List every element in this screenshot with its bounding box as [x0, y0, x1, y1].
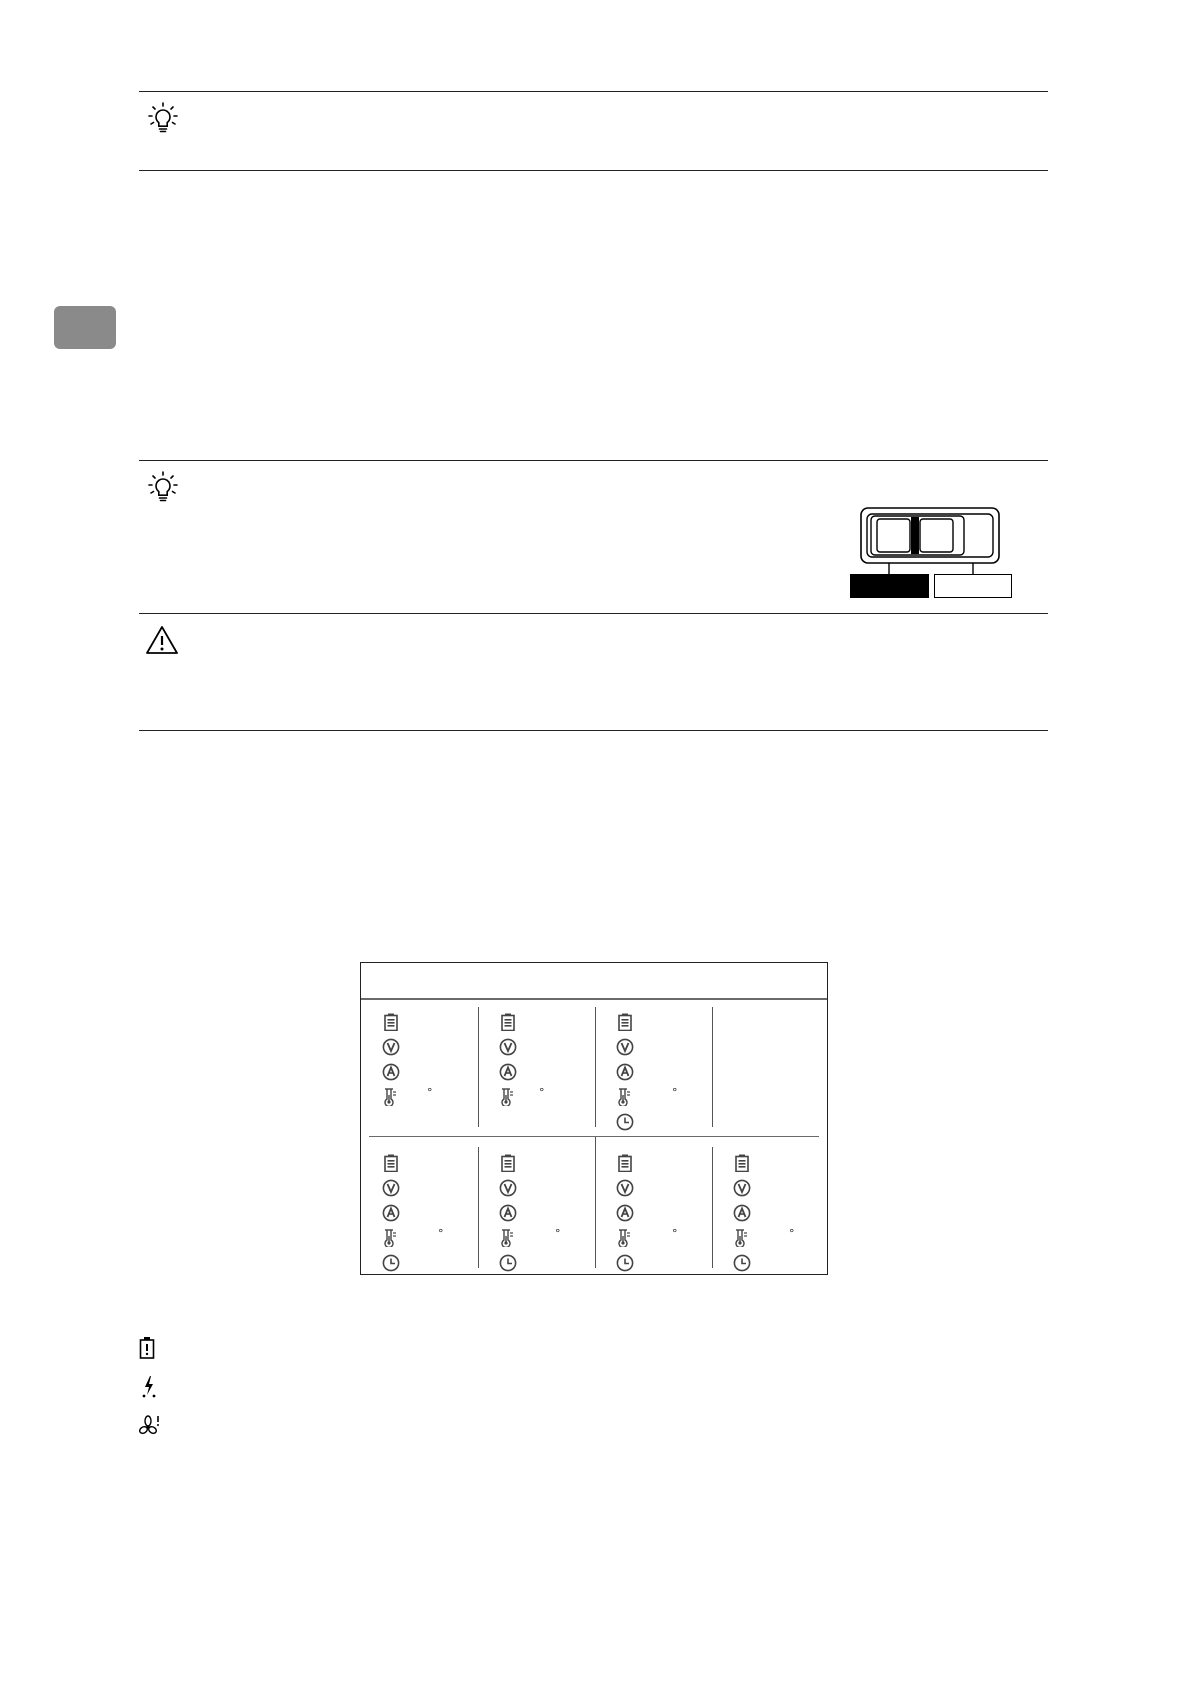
battery-level-icon [382, 1154, 400, 1172]
clock-icon [733, 1254, 751, 1272]
temperature-icon [499, 1229, 517, 1247]
battery-level-icon [616, 1013, 634, 1031]
status-line [499, 1036, 609, 1061]
lightbulb-icon [145, 101, 181, 137]
status-slot [499, 1152, 609, 1277]
status-slot [616, 1152, 726, 1277]
switch-left-label [850, 574, 929, 598]
status-line [499, 1227, 609, 1252]
warning-triangle-icon [145, 625, 179, 655]
status-line [382, 1036, 492, 1061]
status-line [616, 1111, 726, 1136]
status-slot [382, 1152, 492, 1277]
status-line [382, 1061, 492, 1086]
status-slot [499, 1011, 609, 1111]
status-slot [382, 1011, 492, 1111]
section-tab [54, 306, 116, 349]
tip-bottom-rule [139, 170, 1048, 171]
status-line [616, 1061, 726, 1086]
status-line [382, 1252, 492, 1277]
clock-icon [499, 1254, 517, 1272]
charging-fault-icon [141, 1375, 157, 1399]
status-line [616, 1202, 726, 1227]
voltage-icon [616, 1179, 634, 1197]
status-line [382, 1152, 492, 1177]
status-line [616, 1036, 726, 1061]
voltage-icon [382, 1179, 400, 1197]
temperature-unit: ° [555, 1227, 561, 1240]
status-line [616, 1227, 726, 1252]
temperature-icon [382, 1229, 400, 1247]
switch-right-label [934, 574, 1012, 598]
temperature-unit: ° [438, 1227, 444, 1240]
status-line [499, 1152, 609, 1177]
panel-title-rule [361, 998, 827, 1000]
temperature-icon [499, 1088, 517, 1106]
voltage-icon [733, 1179, 751, 1197]
status-line [382, 1011, 492, 1036]
battery-level-icon [616, 1154, 634, 1172]
status-line [733, 1252, 843, 1277]
lightbulb-icon [145, 470, 181, 506]
voltage-icon [499, 1038, 517, 1056]
status-slot [616, 1011, 726, 1136]
battery-error-icon [139, 1336, 155, 1360]
fan-error-icon [139, 1414, 163, 1438]
temperature-icon [382, 1088, 400, 1106]
status-line [733, 1152, 843, 1177]
tip-top-rule [139, 91, 1048, 92]
status-line [733, 1202, 843, 1227]
tip2-top-rule [139, 460, 1048, 461]
status-line [616, 1086, 726, 1111]
status-line [733, 1177, 843, 1202]
status-line [499, 1177, 609, 1202]
clock-icon [382, 1254, 400, 1272]
current-icon [616, 1204, 634, 1222]
current-icon [382, 1204, 400, 1222]
temperature-unit: ° [789, 1227, 795, 1240]
clock-icon [616, 1113, 634, 1131]
battery-level-icon [733, 1154, 751, 1172]
temperature-unit: ° [672, 1086, 678, 1099]
temperature-unit: ° [672, 1227, 678, 1240]
status-line [616, 1177, 726, 1202]
voltage-icon [499, 1179, 517, 1197]
status-panel [360, 962, 828, 1275]
status-line [616, 1011, 726, 1036]
status-line [382, 1227, 492, 1252]
temperature-icon [616, 1088, 634, 1106]
current-icon [499, 1063, 517, 1081]
temperature-icon [616, 1229, 634, 1247]
current-icon [382, 1063, 400, 1081]
status-line [382, 1202, 492, 1227]
warning-bottom-rule [139, 730, 1048, 731]
temperature-icon [733, 1229, 751, 1247]
current-icon [733, 1204, 751, 1222]
voltage-icon [382, 1038, 400, 1056]
clock-icon [616, 1254, 634, 1272]
battery-level-icon [499, 1013, 517, 1031]
warning-top-rule [139, 613, 1048, 614]
battery-level-icon [382, 1013, 400, 1031]
status-line [382, 1177, 492, 1202]
panel-row-rule [369, 1136, 819, 1137]
status-line [616, 1252, 726, 1277]
status-line [499, 1202, 609, 1227]
status-slot [733, 1152, 843, 1277]
temperature-unit: ° [427, 1086, 433, 1099]
status-line [733, 1227, 843, 1252]
temperature-unit: ° [539, 1086, 545, 1099]
battery-level-icon [499, 1154, 517, 1172]
voltage-icon [616, 1038, 634, 1056]
status-line [382, 1086, 492, 1111]
status-line [499, 1011, 609, 1036]
status-line [499, 1252, 609, 1277]
status-line [616, 1152, 726, 1177]
current-icon [616, 1063, 634, 1081]
status-line [499, 1086, 609, 1111]
status-line [499, 1061, 609, 1086]
current-icon [499, 1204, 517, 1222]
